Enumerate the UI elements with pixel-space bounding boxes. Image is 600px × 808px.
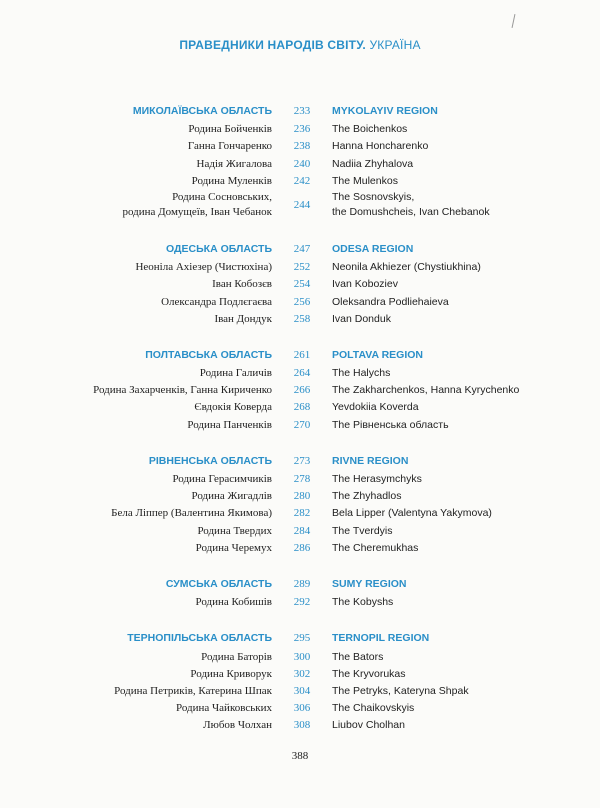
entry-en: The Chaikovskyis (332, 702, 415, 715)
entry-en: The Zakharchenkos, Hanna Kyrychenko (332, 384, 520, 397)
entry-en: Liubov Cholhan (332, 719, 405, 732)
toc-section-mykolayiv (0, 103, 600, 222)
region-name-en: TERNOPIL REGION (332, 632, 430, 645)
entry-en: The Tverdyis (332, 524, 393, 537)
entry-uk: Родина Петриків, Катерина Шпак (114, 684, 272, 697)
entry-page: 282 (293, 507, 311, 520)
entry-page: 236 (293, 123, 311, 136)
entry-page: 306 (293, 702, 311, 715)
entry-uk: Родина Галичів (199, 367, 272, 380)
toc-entry (0, 488, 600, 505)
entry-uk: Родина Криворук (190, 667, 272, 680)
entry-en: Hanna Honcharenko (332, 140, 429, 153)
entry-en: The Bators (332, 650, 384, 663)
region-name-uk: ОДЕСЬКА ОБЛАСТЬ (166, 242, 272, 255)
entry-page: 270 (293, 418, 311, 431)
entry-uk: Родина Черемух (195, 541, 272, 554)
entry-page: 254 (293, 278, 311, 291)
region-name-uk: РІВНЕНСЬКА ОБЛАСТЬ (148, 454, 272, 467)
region-heading (0, 453, 600, 470)
entry-en: The Mulenkos (332, 174, 398, 187)
entry-en: The Zhyhadlos (332, 490, 402, 503)
entry-page: 278 (293, 473, 311, 485)
entry-page: 300 (293, 650, 311, 663)
entry-uk: Родина Твердих (197, 524, 272, 537)
toc-section-poltava (0, 347, 600, 434)
toc-entry (0, 365, 600, 382)
entry-uk: Надія Жигалова (196, 157, 272, 170)
entry-page: 292 (293, 596, 311, 609)
toc-section-rivne (0, 453, 600, 557)
entry-uk: Іван Дондук (214, 312, 272, 325)
toc-section-ternopil (0, 630, 600, 734)
region-page: 289 (293, 577, 311, 590)
entry-en: The Kobyshs (332, 596, 394, 609)
entry-page: 284 (293, 524, 311, 537)
entry-en: The Kryvorukas (332, 667, 406, 680)
toc-entry (0, 717, 600, 734)
region-name-en: POLTAVA REGION (332, 348, 423, 361)
entry-en: Oleksandra Podliehaieva (332, 295, 449, 308)
entry-uk: Любов Чолхан (203, 719, 272, 732)
entry-en-line: the Domushcheis, Ivan Chebanok (332, 205, 490, 218)
entry-en: The Herasymchyks (332, 473, 422, 485)
entry-en: Neonila Akhiezer (Chystiukhina) (332, 261, 481, 274)
region-heading (0, 630, 600, 647)
entry-uk-line: Родина Сосновських, (172, 190, 272, 203)
entry-uk: Родина Герасимчиків (172, 473, 272, 485)
entry-uk: Неоніла Ахіезер (Чистюхіна) (135, 261, 272, 274)
region-page: 261 (293, 348, 311, 361)
entry-uk: Родина Чайковських (176, 702, 272, 715)
entry-en: Ivan Donduk (332, 312, 391, 325)
entry-en: The Halychs (332, 367, 391, 380)
entry-uk: Родина Бойченків (188, 123, 272, 136)
entry-en: Bela Lipper (Valentyna Yakymova) (332, 507, 492, 520)
region-name-en: ODESA REGION (332, 242, 414, 255)
toc-section-sumy (0, 576, 600, 611)
toc-entry (0, 311, 600, 328)
entry-en: Yevdokiia Koverda (332, 401, 419, 414)
region-heading (0, 241, 600, 258)
region-page: 233 (293, 105, 311, 117)
entry-uk: Родина Жигадлів (191, 490, 272, 503)
page-header (0, 38, 600, 52)
entry-uk (0, 190, 272, 220)
region-page: 295 (293, 632, 311, 645)
entry-page: 252 (293, 261, 311, 274)
page-number: 388 (291, 750, 309, 762)
entry-page: 264 (293, 367, 311, 380)
entry-en: Ivan Koboziev (332, 278, 398, 291)
entry-en: The Boichenkos (332, 123, 408, 136)
toc-entry (0, 666, 600, 683)
header-title-bold: ПРАВЕДНИКИ НАРОДІВ СВІТУ. (179, 38, 366, 52)
entry-en: Nadiia Zhyhalova (332, 157, 414, 170)
entry-uk-line: родина Домущеїв, Іван Чебанок (122, 205, 272, 218)
region-heading (0, 103, 600, 120)
toc-entry (0, 156, 600, 173)
entry-page: 268 (293, 401, 311, 414)
entry-uk: Бела Ліппер (Валентина Якимова) (111, 507, 272, 520)
entry-uk: Родина Баторів (201, 650, 272, 663)
entry-page: 266 (293, 384, 311, 397)
entry-uk: Євдокія Коверда (194, 401, 272, 414)
entry-page: 258 (293, 312, 311, 325)
region-name-uk: МИКОЛАЇВСЬКА ОБЛАСТЬ (132, 105, 272, 117)
entry-page: 286 (293, 541, 311, 554)
entry-en-line: The Sosnovskyis, (332, 190, 415, 203)
entry-page: 238 (293, 140, 311, 153)
region-name-uk: ТЕРНОПІЛЬСЬКА ОБЛАСТЬ (127, 632, 272, 645)
entry-page: 244 (293, 198, 311, 211)
entry-en (332, 190, 600, 220)
toc-entry (0, 382, 600, 399)
entry-uk: Іван Кобозєв (212, 278, 272, 291)
toc-entry (0, 523, 600, 540)
header-title-rest: УКРАЇНА (365, 38, 421, 52)
region-page: 247 (293, 242, 311, 255)
entry-uk: Ганна Гончаренко (187, 140, 272, 153)
toc-entry (0, 594, 600, 611)
entry-uk: Олександра Подлєгаєва (161, 295, 272, 308)
region-name-en: SUMY REGION (332, 577, 407, 590)
entry-uk: Родина Панченків (187, 418, 272, 431)
region-page: 273 (293, 454, 311, 467)
toc-entry (0, 190, 600, 222)
scan-mark (512, 14, 516, 28)
toc-entry (0, 417, 600, 434)
toc-entry (0, 121, 600, 138)
toc-entry (0, 259, 600, 276)
toc-entry (0, 276, 600, 293)
toc-entry (0, 683, 600, 700)
entry-uk: Родина Захарченків, Ганна Кириченко (93, 384, 272, 397)
entry-page: 242 (293, 174, 311, 187)
region-name-uk: СУМСЬКА ОБЛАСТЬ (165, 577, 272, 590)
region-name-en: RIVNE REGION (332, 454, 409, 467)
entry-en: The Рівненська область (332, 418, 449, 431)
entry-page: 240 (293, 157, 311, 170)
toc-entry (0, 505, 600, 522)
toc-section-odesa (0, 241, 600, 328)
entry-page: 256 (293, 295, 311, 308)
entry-page: 280 (293, 490, 311, 503)
toc-entry (0, 649, 600, 666)
toc-entry (0, 399, 600, 416)
region-heading (0, 576, 600, 593)
toc-entry (0, 138, 600, 155)
entry-page: 304 (293, 684, 311, 697)
entry-uk: Родина Муленків (191, 174, 272, 187)
region-heading (0, 347, 600, 364)
region-name-uk: ПОЛТАВСЬКА ОБЛАСТЬ (145, 348, 272, 361)
entry-en: The Petryks, Kateryna Shpak (332, 684, 469, 697)
entry-uk: Родина Кобишів (195, 596, 272, 609)
toc-entry (0, 294, 600, 311)
entry-page: 308 (293, 719, 311, 732)
toc-entry (0, 700, 600, 717)
region-name-en: MYKOLAYIV REGION (332, 105, 438, 117)
toc-entry (0, 540, 600, 557)
table-of-contents (0, 103, 600, 753)
entry-en: The Cheremukhas (332, 541, 419, 554)
toc-entry (0, 173, 600, 190)
entry-page: 302 (293, 667, 311, 680)
toc-entry (0, 471, 600, 488)
